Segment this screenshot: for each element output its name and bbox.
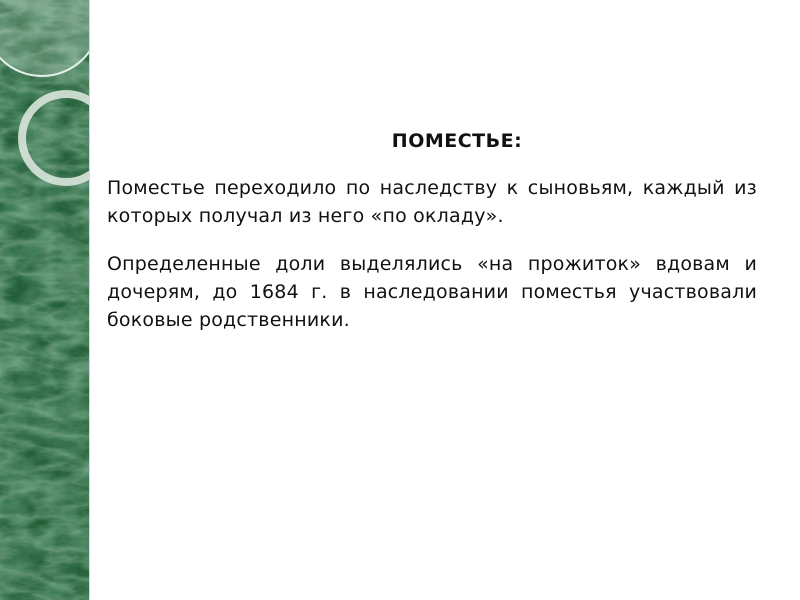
top-ring-shape: [0, 0, 89, 76]
marble-texture: [0, 0, 89, 600]
paragraph-shares: Определенные доли выделялись «на прожиток» вдовам и дочерям, до 1684 г. в наследовании поместья участвовали боковые родственники.: [107, 253, 757, 331]
decorative-side-panel: [0, 0, 89, 600]
slide-title: ПОМЕСТЬЕ:: [391, 130, 523, 152]
slide-content: [107, 130, 757, 354]
paragraph-inheritance: Поместье переходило по наследству к сыновьям, каждый из которых получал из него «по окладу».: [107, 177, 757, 227]
panel-divider: [89, 0, 90, 600]
